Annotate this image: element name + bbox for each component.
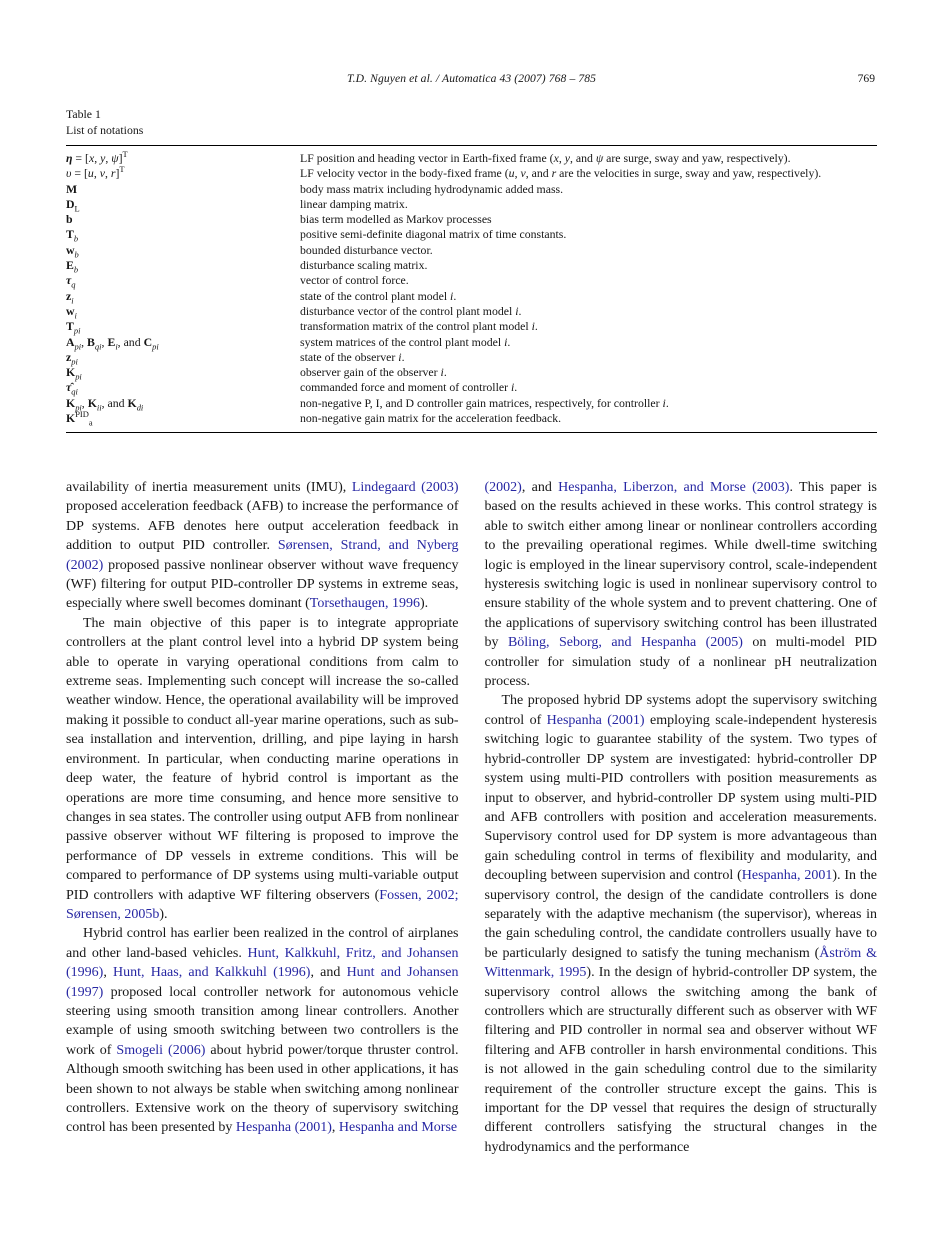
notation-symbol: $T_{pi}$	[66, 319, 81, 336]
table-row	[66, 197, 877, 212]
table-row	[66, 273, 877, 288]
notation-symbol: $\taû_{qi}$	[66, 380, 78, 397]
notation-symbol: $T_b$	[66, 227, 79, 244]
citation-link[interactable]: Hespanha (2001)	[235, 1120, 332, 1136]
notation-symbol: $K_{pi}$	[66, 365, 82, 382]
notation-table	[66, 106, 877, 433]
table-row	[66, 212, 877, 227]
citation-link[interactable]: Böling, Seborg, and Hespanha (2005)	[507, 635, 743, 651]
text-run: . This paper is based on the results achieved in these works. This control strategy is able to switch either among linear or nonlinear controllers according to the prevailing operational regimes. While dwell-time switching logic is employed in the linear supervisory control, scale-independent hysteresis switching logic is used in nonlinear supervisory control to ensure stability of the whole system and to prevent chattering. One of the applications of supervisory switching control has been illustrated by	[484, 480, 877, 651]
table-row	[66, 258, 877, 273]
citation-link[interactable]: Hespanha (2001)	[546, 712, 645, 728]
notation-symbol: $\tau_q$	[66, 273, 76, 290]
text-run: The main objective of this paper is to integrate appropriate controllers at the plant control level into a hybrid DP system being able to operate in varying operational conditions from calm to extreme seas. Implementing such concept will increase the so-called weather window. Hence, the operational availability will be improved making it possible to conduct all-year marine operations, such as sub-sea installation and intervention, drilling, and pipe laying in harsh environment. In particular, when conducting marine operations in deep water, the feature of hybrid control is important as the operations are more time consuming, and hence more sensitive to changes in sea states. The controller using output AFB from nonlinear passive observer without WF filtering is proposed to improve the performance of DP vessels in extreme conditions. This will be compared to performance of DP systems using multi-variable output PID controllers with adaptive WF filtering observers (	[66, 615, 459, 903]
notation-description: disturbance vector of the control plant model i.	[300, 303, 522, 318]
text-run: ).	[419, 596, 429, 612]
text-run: on multi-model PID controller for simulation study of a nonlinear pH neutralization process.	[484, 635, 878, 690]
paragraph	[485, 691, 878, 1157]
table-row	[66, 289, 877, 304]
table-row	[66, 151, 877, 166]
notation-description: non-negative gain matrix for the acceleration feedback.	[300, 411, 562, 426]
notation-symbol: b	[66, 212, 73, 227]
table-row	[66, 335, 877, 350]
citation-link[interactable]: Smogeli (2006)	[116, 1042, 206, 1058]
page-number: 769	[857, 72, 875, 85]
notation-symbol: $E_b$	[66, 258, 79, 275]
table-label: Table 1	[66, 107, 101, 121]
notation-description: bias term modelled as Markov processes	[300, 212, 492, 227]
notation-symbol: $z_i$	[66, 288, 74, 306]
notation-description: commanded force and moment of controller i.	[300, 380, 518, 395]
notation-symbol: η = [x, y, ψ]$^T$	[66, 149, 128, 165]
notation-description: observer gain of the observer i.	[300, 365, 447, 380]
page-header	[66, 72, 877, 88]
notation-symbol: $w_i$	[66, 303, 77, 321]
citation-link[interactable]: Hespanha, Liberzon, and Morse (2003)	[558, 480, 790, 495]
text-run: ).	[159, 906, 168, 922]
right-column	[485, 478, 878, 1157]
table-row	[66, 350, 877, 365]
table-row	[66, 166, 877, 181]
notation-description: linear damping matrix.	[300, 196, 408, 211]
citation-link[interactable]: Hunt, Haas, and Kalkkuhl (1996)	[113, 965, 311, 981]
citation-link[interactable]: Hunt and Johansen (1997)	[66, 965, 459, 1000]
notation-description: positive semi-definite diagonal matrix of time constants.	[300, 227, 567, 242]
notation-symbol: $K_{pi}$, $K_{ii}$, and $K_{di}$	[66, 395, 144, 413]
text-run: proposed acceleration feedback (AFB) to increase the performance of DP systems. AFB denotes here output acceleration feedback in addition to output PID controller.	[66, 499, 459, 554]
notation-symbol: $K^{PID}_a$	[66, 409, 93, 428]
paragraph	[66, 614, 459, 925]
paragraph	[66, 924, 459, 1137]
table-row	[66, 365, 877, 380]
citation-link[interactable]: Hespanha and Morse	[338, 1120, 458, 1136]
citation-link[interactable]: Hunt, Kalkkuhl, Fritz, and Johansen (1996)	[66, 945, 459, 981]
notation-description: state of the observer i.	[300, 349, 405, 364]
citation-link[interactable]: Sørensen, Strand, and Nyberg (2002)	[66, 538, 459, 573]
notation-description: vector of control force.	[300, 273, 409, 288]
table-row	[66, 319, 877, 334]
notation-description: LF position and heading vector in Earth-fixed frame (x, y, and ψ are surge, sway and yaw, respectively).	[300, 151, 791, 165]
text-run: proposed passive nonlinear observer without wave frequency (WF) filtering for output PID-controller DP systems in extreme seas, especially where swell becomes dominant (	[66, 557, 459, 612]
citation-link[interactable]: Fossen, 2002; Sørensen, 2005b	[66, 887, 459, 922]
text-run: ). In the supervisory control, the design of the candidate controllers is done separately with the adaptive mechanism (the supervisor), whereas in the gain scheduling control, the candidate controllers usually have to be particularly designed to satisfy the tuning mechanism (	[484, 868, 878, 961]
notation-symbol: $w_b$	[66, 242, 79, 260]
notation-description: bounded disturbance vector.	[300, 242, 433, 257]
paragraph	[66, 478, 459, 614]
table-row	[66, 380, 877, 395]
table-caption: List of notations	[66, 123, 144, 137]
article-body	[66, 478, 877, 1157]
citation-link[interactable]: Lindegaard (2003)	[351, 480, 459, 495]
left-column	[66, 478, 459, 1157]
citation-link[interactable]: Åström & Wittenmark, 1995	[484, 945, 878, 981]
text-run: employing scale-independent hysteresis switching logic to guarantee stability of the system. Two types of hybrid-controller DP system are investigated: hybrid-controller DP system using multi-PID controllers with position measurements as input to observer, and hybrid-controller DP system using multi-PID and AFB controllers with position and acceleration measurements. Supervisory control used for DP system is more advantageous than gain scheduling control in terms of flexibility and modularity, and decoupling between supervision and control (	[484, 712, 877, 884]
table-row	[66, 411, 877, 426]
table-row	[66, 396, 877, 411]
notation-description: state of the control plant model i.	[300, 288, 457, 303]
notation-symbol: M	[66, 181, 78, 196]
notation-symbol: $D_L$	[66, 196, 80, 214]
running-head: T.D. Nguyen et al. / Automatica 43 (2007) 768 – 785	[346, 72, 597, 85]
table-row	[66, 182, 877, 197]
notation-symbol: υ = [u, v, r]$^T$	[66, 164, 125, 181]
notation-description: non-negative P, I, and D controller gain matrices, respectively, for controller i.	[300, 395, 669, 410]
text-run: availability of inertia measurement units (IMU),	[66, 480, 352, 495]
table-row	[66, 243, 877, 258]
paragraph	[485, 478, 878, 691]
text-run: Hybrid control has earlier been realized in the control of airplanes and other land-based vehicles.	[66, 926, 459, 961]
text-run: about hybrid power/torque thruster control. Although smooth switching has been used in other applications, it has been shown to not always be stable when switching among nonlinear controllers. Extensive work on the theory of supervisory switching control has been presented by	[66, 1042, 459, 1136]
notation-description: system matrices of the control plant model i.	[300, 334, 511, 349]
notation-description: transformation matrix of the control plant model i.	[300, 319, 538, 334]
table-row	[66, 304, 877, 319]
text-run: ). In the design of hybrid-controller DP system, the supervisory control allows the switching among the bank of controllers which are structurally different such as observer with WF filtering and PID controller in normal sea and observer without WF filtering and AFB controller in harsh environmental conditions. This is not allowed in the gain scheduling control due to the similarity requirement of the controller structure except the gains. This is important for the DP vessel that requires the design of structurally different controllers satisfying the structural changes in the hydrodynamics and the performance	[484, 965, 877, 1155]
text-run: , and	[310, 965, 347, 981]
citation-link[interactable]: Torsethaugen, 1996	[309, 596, 420, 612]
citation-link[interactable]: (2002)	[484, 480, 522, 495]
notation-symbol: $z_{pi}$	[66, 349, 78, 367]
text-run: ,	[103, 965, 114, 981]
notation-table-body	[66, 146, 877, 432]
text-run: , and	[521, 480, 559, 495]
text-run: proposed local controller network for autonomous vehicle steering using smooth transition among linear controllers. Another example of using smooth switching between two controllers is the work of	[66, 984, 459, 1058]
notation-description: body mass matrix including hydrodynamic added mass.	[300, 181, 564, 196]
table-row	[66, 227, 877, 242]
notation-symbol: $A_{pi}$, $B_{qi}$, $E_i$, and $C_{pi}$	[66, 334, 159, 351]
text-run: The proposed hybrid DP systems adopt the supervisory switching control of	[484, 693, 877, 728]
notation-description: disturbance scaling matrix.	[300, 258, 428, 273]
table-bottom-rule	[66, 432, 877, 433]
notation-description: LF velocity vector in the body-fixed frame (u, v, and r are the velocities in surge, sway and yaw, respectively).	[300, 166, 822, 181]
citation-link[interactable]: Hespanha, 2001	[741, 868, 833, 884]
text-run: ,	[331, 1120, 339, 1136]
